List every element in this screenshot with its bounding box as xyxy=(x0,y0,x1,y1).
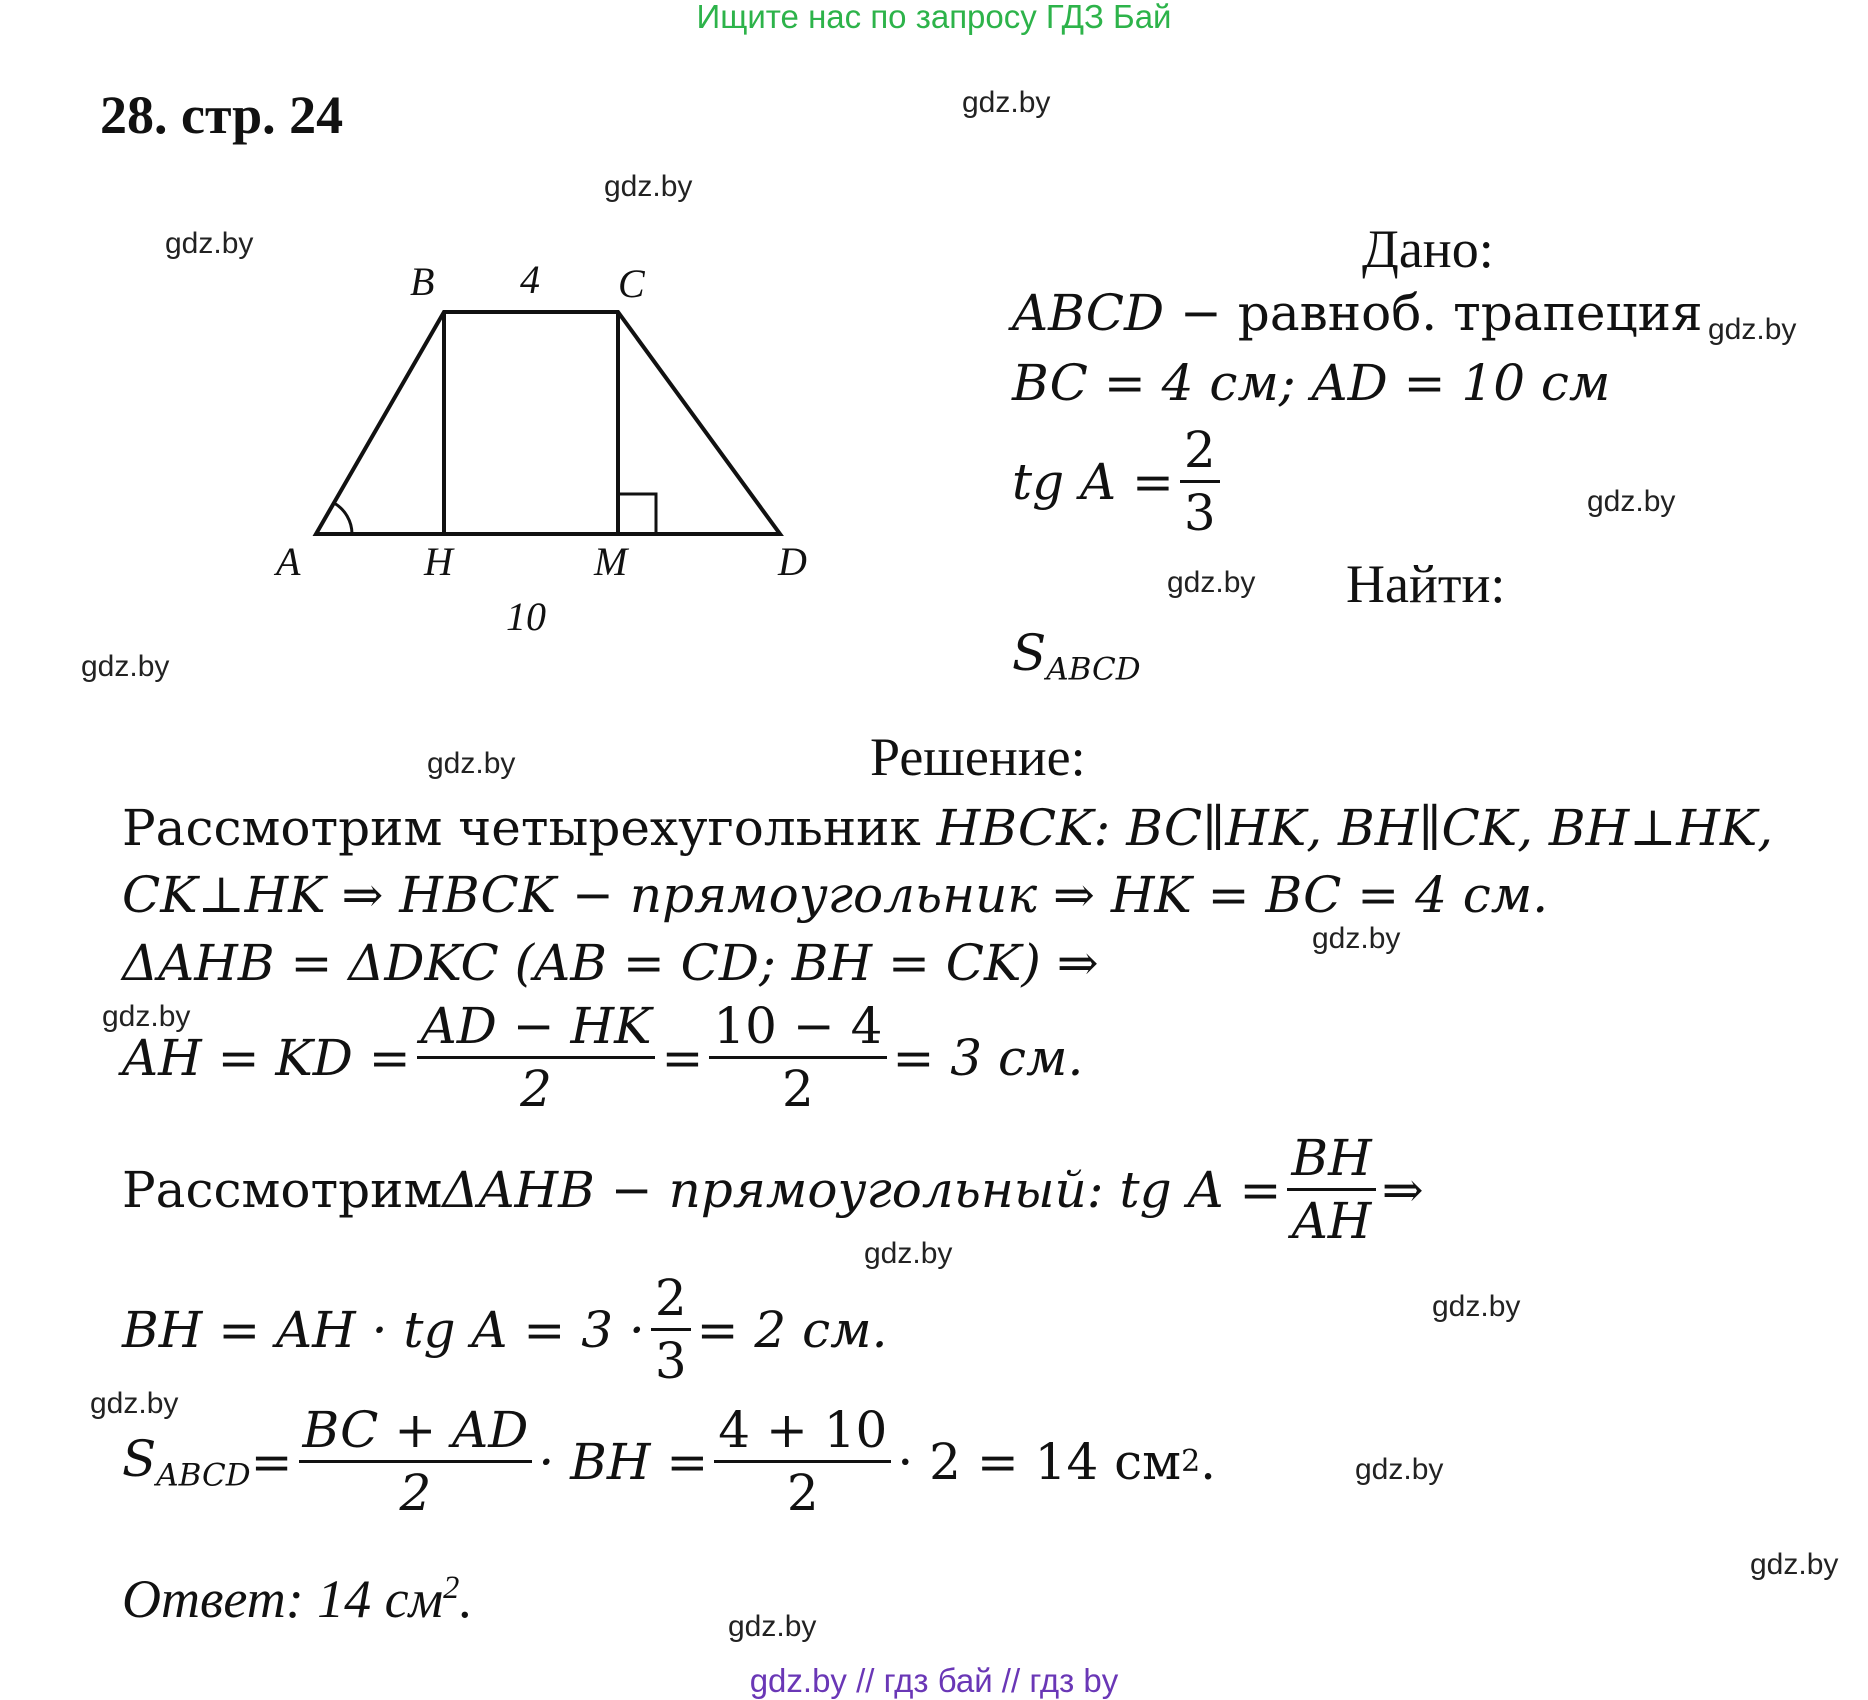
given-line-2: BC = 4 см; AD = 10 см xyxy=(1012,354,1611,412)
fraction-bc-ad: $\frac{BC + AD}{2}$ xyxy=(299,1400,533,1523)
angle-arc-A xyxy=(334,503,352,534)
watermark: gdz.by xyxy=(1708,313,1797,346)
watermark: gdz.by xyxy=(962,86,1051,119)
find-heading: Найти: xyxy=(1346,554,1506,614)
solution-line-2: CK⊥HK ⇒ HBCK − прямоугольник ⇒ HK = BC = 4 см. xyxy=(122,866,1549,924)
solution-line-6: BH = AH · tg A = 3 · $\frac{2}{3}$ = 2 см. xyxy=(122,1269,888,1390)
watermark: gdz.by xyxy=(81,650,170,683)
given-heading: Дано: xyxy=(1362,219,1494,279)
watermark: gdz.by xyxy=(1750,1548,1839,1581)
solution-line-3: ΔAHB = ΔDKC (AB = CD; BH = CK) ⇒ xyxy=(122,934,1099,992)
watermark: gdz.by xyxy=(1587,485,1676,518)
watermark: gdz.by xyxy=(1432,1290,1521,1323)
watermark: gdz.by xyxy=(427,747,516,780)
solution-line-7: $S_{ABCD}$ = $\frac{BC + AD}{2}$ · BH = $\frac{4 + 10}{2}$ · 2 = 14 см 2 . xyxy=(122,1401,1217,1522)
side-label-BC: 4 xyxy=(520,257,540,302)
watermark: gdz.by xyxy=(90,1387,179,1420)
watermark: gdz.by xyxy=(864,1237,953,1270)
solution-line-1: Рассмотрим четырехугольник HBCK: BC∥HK, BH∥CK, BH⊥HK, xyxy=(122,799,1774,857)
fraction-4-10: $\frac{4 + 10}{2}$ xyxy=(714,1400,891,1523)
vertex-label-B: B xyxy=(410,259,435,304)
given-line-1 xyxy=(1012,284,1703,342)
given-trapezoid-name: ABCD xyxy=(1012,284,1165,342)
fraction-bh-ah: $\frac{BH}{AH}$ xyxy=(1287,1128,1375,1251)
given-line-3 xyxy=(1012,420,1226,543)
top-banner[interactable]: Ищите нас по запросу ГДЗ Бай xyxy=(696,0,1172,35)
solution-heading: Решение: xyxy=(870,727,1086,787)
trapezoid-figure xyxy=(250,250,850,650)
solution-line-5: Рассмотрим ΔAHB − прямоугольный: tg A = $\frac{BH}{AH}$ ⇒ xyxy=(122,1129,1424,1250)
watermark: gdz.by xyxy=(165,227,254,260)
vertex-label-H: H xyxy=(424,539,453,584)
bottom-banner[interactable]: gdz.by // гдз бай // гдз by xyxy=(749,1662,1119,1699)
solution-line-4: AH = KD = $\frac{AD - HK}{2}$ = $\frac{10 - 4}{2}$ = 3 см. xyxy=(122,997,1084,1118)
fraction-ad-hk: $\frac{AD - HK}{2}$ xyxy=(417,996,656,1119)
watermark: gdz.by xyxy=(1355,1453,1444,1486)
vertex-label-C: C xyxy=(618,261,645,306)
watermark: gdz.by xyxy=(102,1000,191,1033)
given-tg-lhs: tg A = xyxy=(1012,452,1174,511)
watermark: gdz.by xyxy=(1312,922,1401,955)
answer: Ответ: 14 $см^2$. xyxy=(122,1569,473,1629)
fraction-10-4: $\frac{10 - 4}{2}$ xyxy=(709,996,886,1119)
given-tg-fraction: $\frac{2}{3}$ xyxy=(1180,420,1220,543)
area-symbol: $S_{ABCD}$ xyxy=(122,1429,251,1494)
problem-title: 28. стр. 24 xyxy=(100,85,344,145)
side-label-AD: 10 xyxy=(506,594,546,639)
watermark: gdz.by xyxy=(728,1610,817,1643)
find-value: $S_{ABCD}$ xyxy=(1012,624,1141,688)
vertex-label-A: A xyxy=(276,539,301,584)
given-trapezoid-type: − равноб. трапеция xyxy=(1164,284,1703,342)
vertex-label-M: M xyxy=(594,539,628,584)
trapezoid-outline xyxy=(316,312,780,534)
right-angle-mark xyxy=(618,494,656,534)
vertex-label-D: D xyxy=(778,539,807,584)
fraction-2-3: $\frac{2}{3}$ xyxy=(651,1268,691,1391)
watermark: gdz.by xyxy=(604,170,693,203)
watermark: gdz.by xyxy=(1167,566,1256,599)
